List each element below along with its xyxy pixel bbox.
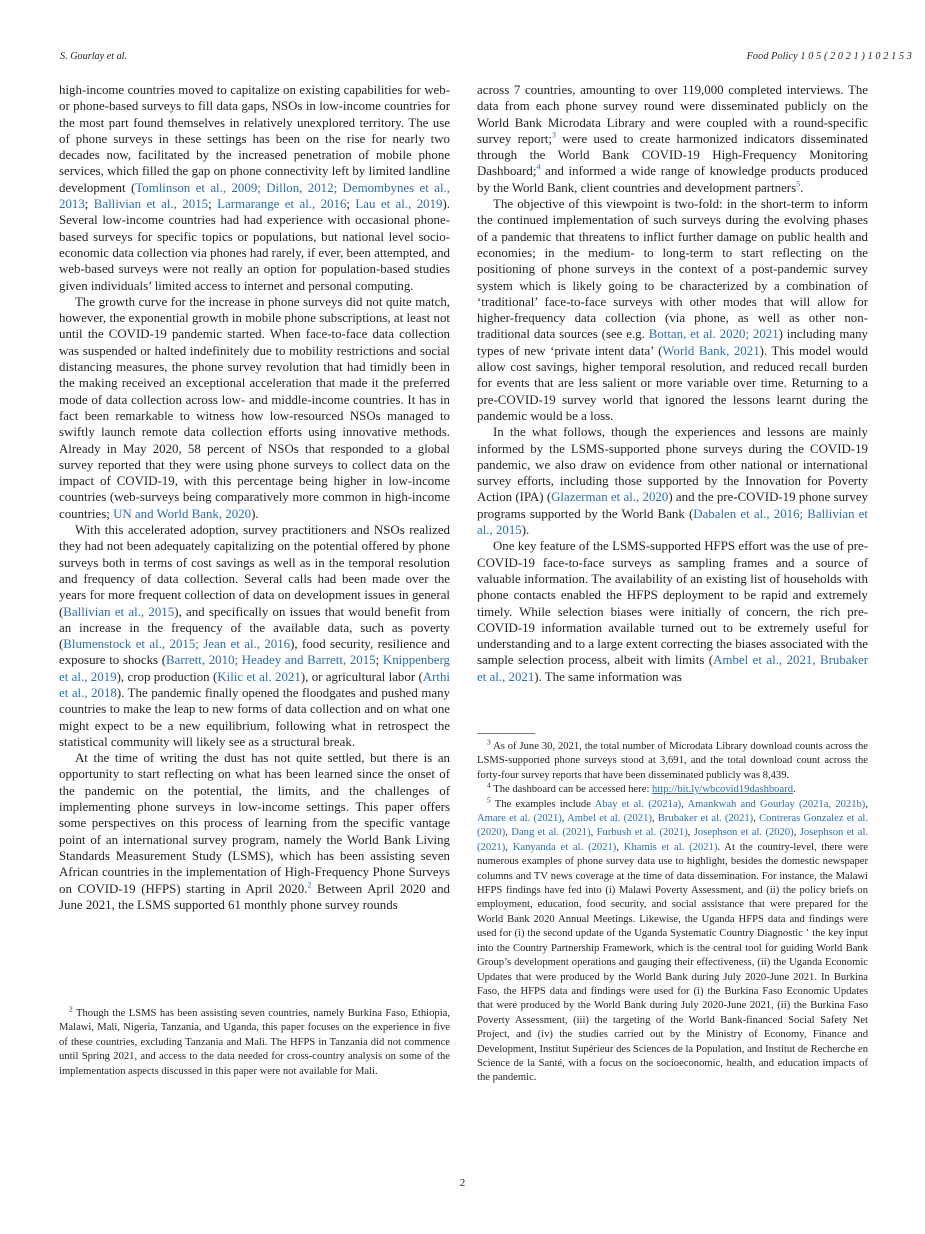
paragraph: One key feature of the LSMS-supported HFPS effort was the use of pre-COVID-19 face-to-face surveys as sampling frames and a source of valuable information. The availability of an existing list of households with phone contacts enabled the HFPS deployment to be rapid and extremely timely. While selection biases were initially of concern, the rich pre-COVID-19 information available turned out to be extremely useful for understanding and to a large extent correcting the biases associated with the sample selection process, albeit with limits (Ambel et al., 2021, Brubaker et al., 2021). The same information was	[477, 539, 869, 684]
footnote-3	[477, 737, 868, 783]
footnote-mark: 3	[487, 737, 491, 747]
page-number: 2	[459, 1177, 466, 1189]
paragraph: across 7 countries, amounting to over 119,000 completed interviews. The data from each phone survey round were disseminated publicly on the World Bank Microdata Library and were coupled with a round-specific survey report;$^3$ were used to create harmonized indicators disseminated through the World Bank COVID-19 High-Frequency Monitoring Dashboard;$^4$ and informed a wide range of knowledge products produced by the World Bank, client countries and development partners$^5$.	[477, 83, 868, 195]
citation-link[interactable]: Arthi et al., 2018	[59, 669, 451, 700]
citation-link[interactable]: Ballivian et al., 2015	[63, 604, 175, 619]
footnote-2	[59, 1004, 450, 1079]
citation-link[interactable]: Brubaker et al. (2021)	[657, 813, 754, 825]
citation-link[interactable]: Josephson et al. (2021)	[477, 827, 869, 853]
citation-link[interactable]: Glazerman et al., 2020	[551, 490, 669, 505]
footnote-4: $^4$ The dashboard can be accessed here: http://bit.ly/wbcovid19dashboard.	[487, 780, 796, 796]
citation-link[interactable]: Ambel et al., 2021, Brubaker et al., 2021	[477, 653, 868, 684]
citation-link[interactable]: Tomlinson et al., 2009; Dillon, 2012; Demombynes et al., 2013	[59, 180, 450, 212]
citation-link[interactable]: Kilic et al. 2021	[217, 669, 301, 684]
paragraph: With this accelerated adoption, survey practitioners and NSOs realized they had not been adequately capitalizing on the potential offered by phone surveys both in terms of cost savings as well as in the temporal resolution and frequency of data collection. Several calls had been made over the years for more frequent collection of data on development issues in general (Ballivian et al., 2015), and specifically on issues that would benefit from an increase in the frequency of the available data, such as poverty (Blumenstock et al., 2015; Jean et al., 2016), food security, resilience and exposure to shocks (Barrett, 2010; Headey and Barrett, 2015; Knippenberg et al., 2019), crop production (Kilic et al. 2021), or agricultural labor (Arthi et al., 2018). The pandemic finally opened the floodgates and pushed many countries to make the leap to new forms of data collection and on what one might expect to be a new equilibrium, following what in retrospect the statistical community will likely see as a structural break.	[59, 523, 451, 749]
footnote-text: As of June 30, 2021, the total number of Microdata Library download counts across the LSMS-supported phone surveys stood at 3,691, and the total download count across the forty-four survey reports that have been disseminated publicly was 8,439.	[477, 741, 868, 781]
citation-link[interactable]: Bottan, et al. 2020; 2021	[648, 327, 779, 342]
footnote-mark: 2	[69, 1004, 73, 1014]
citation-link[interactable]: UN and World Bank, 2020	[113, 506, 252, 521]
citation-link[interactable]: Knippenberg et al., 2019	[59, 653, 450, 684]
footnote-divider	[477, 733, 535, 734]
running-header-journal: Food Policy 1 0 5 ( 2 0 2 1 ) 1 0 2 1 5 3	[746, 51, 912, 62]
footnote-mark: 4	[487, 780, 491, 790]
footnote-ref[interactable]: 5	[796, 179, 801, 189]
running-header-authors: S. Gourlay et al.	[60, 51, 128, 62]
citation-link[interactable]: Dang et al. (2021)	[511, 827, 591, 839]
citation-link[interactable]: Contreras Gonzalez et al. (2020)	[477, 813, 868, 839]
footnotes-right	[477, 737, 869, 1086]
footnote-5: $^5$ The examples include Abay et al. (2021a), Amankwah and Gourlay (2021a, 2021b), Amare et al. (2021), Ambel et al. (2021), Brubaker et al. (2021), Contreras Gonzalez et al. (2020), Dang et al. (2021), Furbush et al. (2021), Josephson et al. (2020), Josephson et al. (2021), Kanyanda et al. (2021), Khamis et al. (2021). At the country-level, there were numerous examples of phone survey data use to highlight, besides the domestic newspaper columns and TV news coverage at the time of data dissemination. For instance, the Malawi HFPS findings have fed into (i) Malawi Poverty Assessment, and (ii) the policy briefs on employment, education, food security, and social assistance that were prepared for the World Bank 2020 Annual Meetings. Likewise, the Uganda HFPS data and findings were used for (i) the second update of the Uganda Systematic Country Diagnostic ‛ the key input into the Country Partnership Framework, which is the central tool for guiding World Bank Group’s development operations and gauging their effectiveness, (ii) the Uganda Economic Updates that were produced by the World Bank during July 2020-June 2021. In Burkina Faso, the HFPS data and findings were used for (i) the Burkina Faso Economic Updates that were produced by the World Bank during July 2020-June 2021, (ii) the Burkina Faso Poverty Assessment, (iii) the targeting of the World Bank-financed Social Safety Net Project, and (iv) the studies carried out by the Ministry of Economy, Finance and Development, Institut Supérieur des Sciences de la Population, and Institut de Recherche en Science de la Santé, with a focus on the socioeconomic, health, and education impacts of the pandemic.	[477, 795, 869, 1084]
dashboard-url-link[interactable]: http://bit.ly/wbcovid19dashboard	[652, 784, 793, 796]
citation-link[interactable]: Larmarange et al., 2016	[217, 197, 347, 212]
citation-link[interactable]: Abay et al. (2021a)	[594, 798, 682, 810]
footnote-mark: 5	[487, 795, 491, 805]
right-text-column	[477, 82, 868, 685]
citation-link[interactable]: Furbush et al. (2021)	[596, 827, 688, 839]
citation-link[interactable]: Khamis et al. (2021)	[623, 841, 718, 853]
paragraph: At the time of writing the dust has not quite settled, but there is an opportunity to start reflecting on what has been learned since the onset of the pandemic on the potential, the limits, and the challenges of implementing phone surveys in low-income settings. This paper offers some perspectives on this process of learning from the specific vantage point of an international survey program, namely the World Bank Living Standards Measurement Study (LSMS), which has been assisting seven African countries in the implementation of High-Frequency Phone Surveys on COVID-19 (HFPS) starting in April 2020.$^2$ Between April 2020 and June 2021, the LSMS supported 61 monthly phone survey rounds	[59, 751, 450, 912]
citation-link[interactable]: Amankwah and Gourlay (2021a, 2021b)	[687, 798, 866, 810]
citation-link[interactable]: Dabalen et al., 2016; Ballivian et al., 2015	[477, 506, 868, 538]
footnote-text: Though the LSMS has been assisting seven countries, namely Burkina Faso, Ethiopia, Malawi, Mali, Nigeria, Tanzania, and Uganda, this paper focuses on the experience in five of these countries, excluding Tanzania and Mali. The HFPS in Tanzania did not commence until Spring 2021, and access to the data needed for cross-country analysis on some of the implementation aspects discussed in this paper were not available for Mali.	[59, 1008, 450, 1077]
left-text-column	[59, 82, 450, 913]
footnote-ref[interactable]: 3	[551, 130, 556, 140]
paragraph: In the what follows, though the experiences and lessons are mainly informed by the LSMS-supported phone surveys during the COVID-19 pandemic, we also draw on evidence from other national or international survey efforts, including those supported by the Innovation for Poverty Action (IPA) (Glazerman et al., 2020) and the pre-COVID-19 phone survey programs supported by the World Bank (Dabalen et al., 2016; Ballivian et al., 2015).	[477, 425, 868, 538]
paragraph: high-income countries moved to capitalize on existing capabilities for web- or phone-based surveys to fill data gaps, NSOs in low-income countries for the most part found themselves in relatively unexplored territory. The use of phone surveys in these settings has been on the rise for nearly two decades now, facilitated by the increased penetration of mobile phone services, which filled the gap on phone connectivity left by limited landline development (Tomlinson et al., 2009; Dillon, 2012; Demombynes et al., 2013; Ballivian et al., 2015; Larmarange et al., 2016; Lau et al., 2019). Several low-income countries had had experience with occasional phone-based surveys for specific topics or populations, but national level socio-economic data collection via phones had rarely, if ever, been attempted, and web-based surveys were not really an option for population-based studies given individuals’ limited access to internet and personal computing.	[59, 83, 451, 293]
footnote-ref[interactable]: 2	[307, 880, 312, 890]
citation-link[interactable]: Lau et al., 2019	[355, 197, 443, 212]
citation-link[interactable]: Ambel et al. (2021)	[567, 813, 652, 825]
paragraph: The growth curve for the increase in phone surveys did not quite match, however, the exponential growth in mobile phone subscriptions, at least not until the COVID-19 pandemic started. When face-to-face data collection was suspended or halted indefinitely due to mobility restrictions and social distancing measures, the phone survey revolution that had timidly been in the making received an exceptional acceleration that made it the preferred mode of data collection across low- and middle-income countries. It has in fact been remarkable to witness how low-resourced NSOs managed to swiftly launch remote data collection efforts using innovative methods. Already in May 2020, 58 percent of NSOs that responded to a global survey reported that they were using phone surveys to collect data on the impact of COVID-19, with this percentage being higher in low-income countries (web-surveys being comparatively more common in high-income countries; UN and World Bank, 2020).	[59, 294, 450, 521]
citation-link[interactable]: Ballivian et al., 2015	[93, 197, 209, 212]
citation-link[interactable]: Josephson et al. (2020)	[693, 827, 794, 839]
paragraph: The objective of this viewpoint is two-fold: in the short-term to inform the continued implementation of such surveys during the evolving phases of a pandemic that threatens to inflict further damage on public health and economies; in the medium- to long-term to start reflecting on the positioning of phone surveys in the context of a post-pandemic survey system which is likely going to be characterized by a combination of ‘traditional’ face-to-face surveys with other modes that will allow for higher-frequency data collection (via phone, as well as other non-traditional data sources (see e.g. Bottan, et al. 2020; 2021) including many types of new ‘private intent data’ (World Bank, 2021). This model would allow cost savings, higher temporal resolution, and reduced recall burden for events that are less salient or more variable over time. Returning to a pre-COVID-19 survey world that ignored the lessons learnt during the pandemic would be a loss.	[477, 197, 869, 423]
citation-link[interactable]: Barrett, 2010; Headey and Barrett, 2015	[166, 653, 376, 668]
footnote-ref[interactable]: 4	[536, 163, 541, 173]
citation-link[interactable]: Blumenstock et al., 2015; Jean et al., 2016	[63, 637, 291, 652]
citation-link[interactable]: Kanyanda et al. (2021)	[512, 841, 617, 853]
citation-link[interactable]: World Bank, 2021	[662, 343, 760, 358]
citation-link[interactable]: Amare et al. (2021)	[477, 813, 562, 825]
